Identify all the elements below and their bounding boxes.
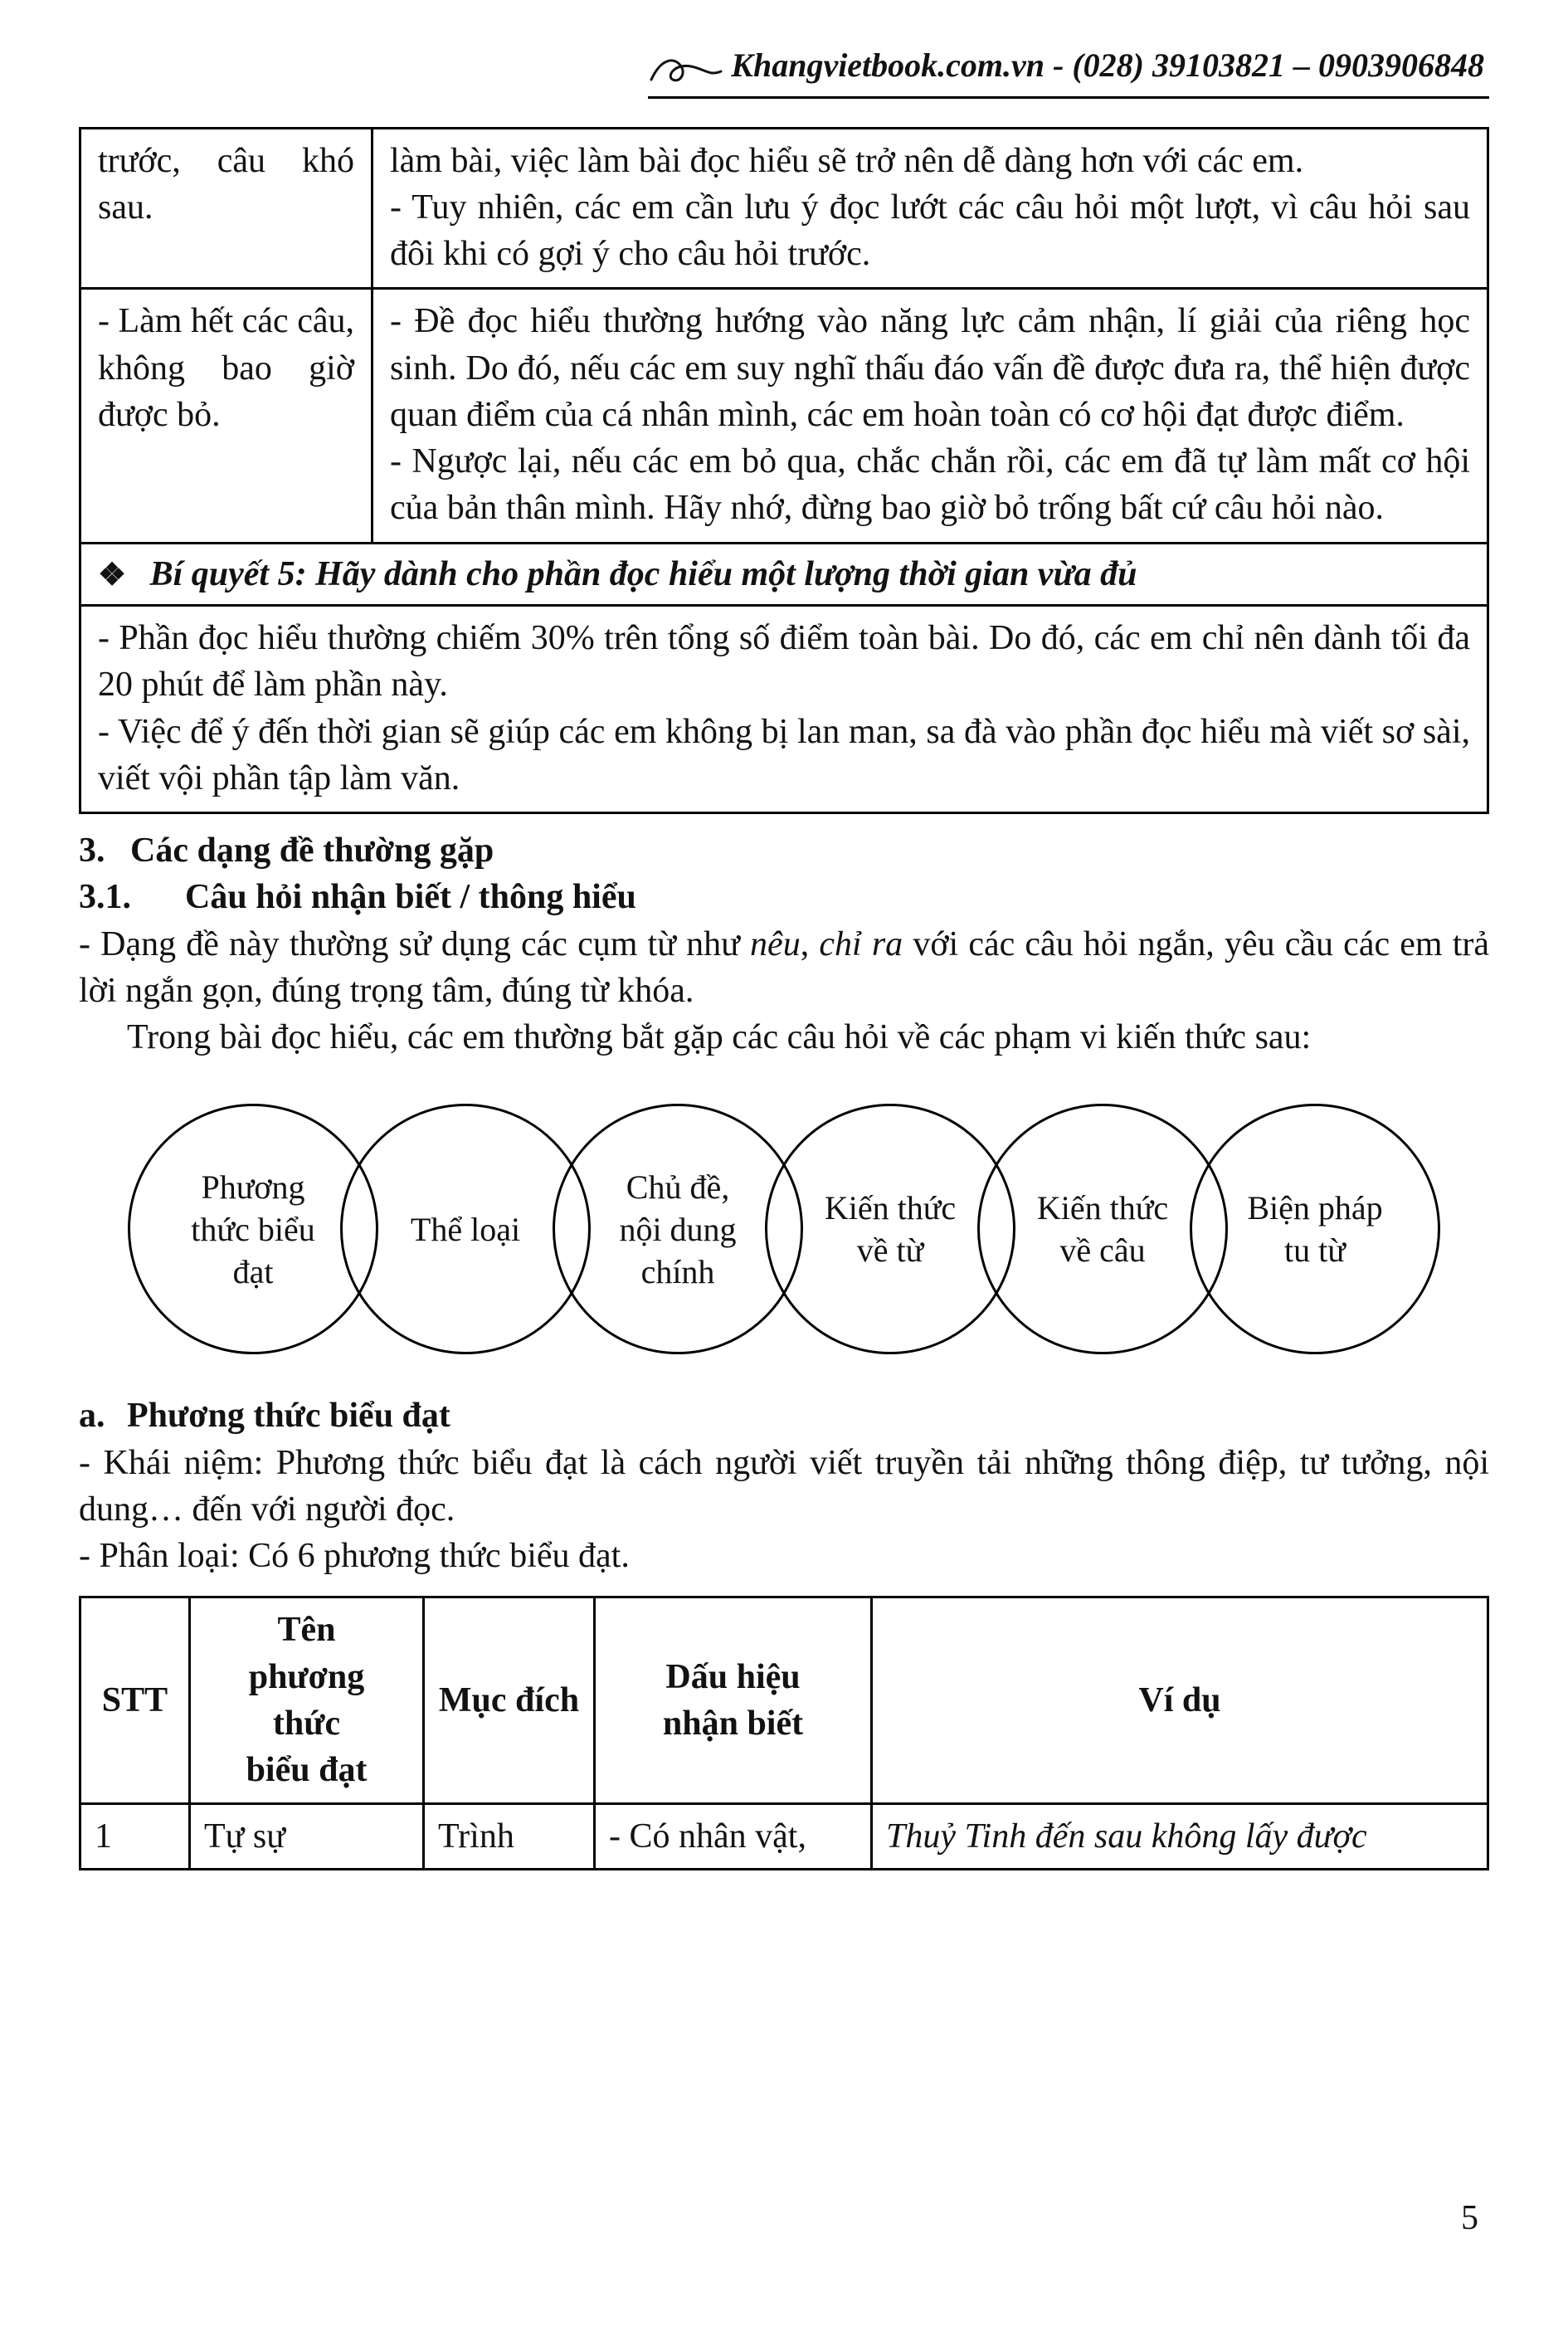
col-header-label: Tên phương thức biểu đạt: [246, 1611, 368, 1790]
review-right-cell: [373, 128, 1488, 289]
cell-stt: 1: [80, 1803, 190, 1869]
table-row: [80, 289, 1488, 543]
col-header-label: Mục đích: [438, 1680, 580, 1719]
para-text: với các câu hỏi ngắn, yêu cầu các em trả lời ngắn gọn, đúng trọng tâm, đúng từ khóa.: [79, 924, 1490, 1010]
cell-purpose: Trình: [424, 1803, 595, 1869]
para-emphasis: nêu: [750, 924, 801, 963]
methods-table: [79, 1596, 1489, 1870]
para-emphasis: chỉ ra: [819, 924, 903, 963]
section-3-1-number: 3.1.: [79, 878, 131, 917]
tip-body-paragraph: - Việc để ý đến thời gian sẽ giúp các em không bị lan man, sa đà vào phần đọc hiểu mà viết sơ sài, viết vội phần tập làm văn.: [98, 712, 1470, 797]
section-3-title: Các dạng đề thường gặp: [130, 832, 494, 871]
review-table: [79, 127, 1489, 814]
col-header-label: Ví dụ: [1138, 1680, 1221, 1719]
tip-title-text: Bí quyết 5: Hãy dành cho phần đọc hiểu một lượng thời gian vừa đủ: [149, 554, 1137, 593]
header-contact-text: Khangvietbook.com.vn - (028) 39103821 – 0903906848: [731, 46, 1484, 84]
review-right-cell: [373, 289, 1488, 543]
table-row: [80, 1803, 1488, 1869]
circle-bien-phap-tu-tu: [1190, 1104, 1440, 1354]
section-a-title: Phương thức biểu đạt: [127, 1397, 450, 1436]
section-a-paragraph: - Khái niệm: Phương thức biểu đạt là cách người viết truyền tải những thông điệp, tư tưởng, nội dung… đến với người đọc.: [79, 1443, 1489, 1529]
para-text: ,: [800, 924, 820, 963]
col-header-example: [872, 1597, 1488, 1803]
circle-label: Chủ đề, nội dung chính: [619, 1168, 737, 1290]
review-right-paragraph: - Ngược lại, nếu các em bỏ qua, chắc chắn rồi, các em đã tự làm mất cơ hội của bản thân mình. Hãy nhớ, đừng bao giờ bỏ trống bất cứ câu hỏi nào.: [390, 442, 1470, 528]
cell-name: Tự sự: [190, 1803, 424, 1869]
section-3-1-title: Câu hỏi nhận biết / thông hiểu: [185, 878, 636, 917]
review-right-paragraph: - Đề đọc hiểu thường hướng vào năng lực cảm nhận, lí giải của riêng học sinh. Do đó, nếu các em suy nghĩ thấu đáo vấn đề được đưa ra, thể hiện được quan điểm của cá nhân mình, các em hoàn toàn có cơ hội đạt được điểm.: [390, 302, 1470, 434]
review-left-cell: [80, 128, 373, 289]
circle-label: Kiến thức về từ: [824, 1189, 957, 1270]
knowledge-circles-diagram: [79, 1104, 1489, 1354]
col-header-stt: [80, 1597, 190, 1803]
circle-label: Thể loại: [410, 1210, 521, 1248]
section-3-paragraph: [79, 921, 1489, 1015]
col-header-name: [190, 1597, 424, 1803]
section-3-number: 3.: [79, 832, 105, 871]
section-3-heading: [79, 827, 1489, 874]
circle-label: Kiến thức về câu: [1036, 1189, 1169, 1270]
col-header-label: Dấu hiệu nhận biết: [662, 1657, 804, 1743]
tip-title-cell: [80, 543, 1488, 605]
review-right-paragraph: - Tuy nhiên, các em cần lưu ý đọc lướt các câu hỏi một lượt, vì câu hỏi sau đôi khi có gợi ý cho câu hỏi trước.: [390, 188, 1470, 274]
section-a-paragraph: - Phân loại: Có 6 phương thức biểu đạt.: [79, 1537, 630, 1576]
table-row: [80, 128, 1488, 289]
circle-label: Phương thức biểu đạt: [191, 1168, 315, 1290]
page-header-rule: [648, 43, 1489, 99]
table-row-tip-body: [80, 605, 1488, 812]
circle-label: Biện pháp tu từ: [1247, 1189, 1383, 1270]
diamond-icon: ❖: [98, 557, 127, 593]
section-3-1-heading: [79, 874, 1489, 920]
col-header-label: STT: [101, 1680, 168, 1719]
review-left-text: trước, câu khó sau.: [98, 141, 354, 227]
methods-header-row: [80, 1597, 1488, 1803]
page-header: [79, 43, 1489, 99]
section-a-number: a.: [79, 1397, 105, 1436]
page-number: 5: [1461, 2199, 1478, 2237]
cell-example: Thuỷ Tinh đến sau không lấy được: [872, 1803, 1488, 1869]
review-left-cell: [80, 289, 373, 543]
col-header-purpose: [424, 1597, 595, 1803]
tip-body-paragraph: - Phần đọc hiểu thường chiếm 30% trên tổng số điểm toàn bài. Do đó, các em chỉ nên dành tối đa 20 phút để làm phần này.: [98, 618, 1470, 705]
tip-body-cell: [80, 605, 1488, 812]
flourish-icon: [650, 55, 723, 88]
table-row-tip: [80, 543, 1488, 605]
section-a-heading: [79, 1392, 1489, 1439]
section-3-paragraph: Trong bài đọc hiểu, các em thường bắt gặp các câu hỏi về các phạm vi kiến thức sau:: [127, 1018, 1312, 1057]
review-left-text: - Làm hết các câu, không bao giờ được bỏ.: [98, 302, 354, 434]
cell-signs: - Có nhân vật,: [595, 1803, 872, 1869]
para-text: - Dạng đề này thường sử dụng các cụm từ như: [79, 924, 751, 963]
col-header-signs: [595, 1597, 872, 1803]
review-right-paragraph: làm bài, việc làm bài đọc hiểu sẽ trở nên dễ dàng hơn với các em.: [390, 141, 1304, 180]
